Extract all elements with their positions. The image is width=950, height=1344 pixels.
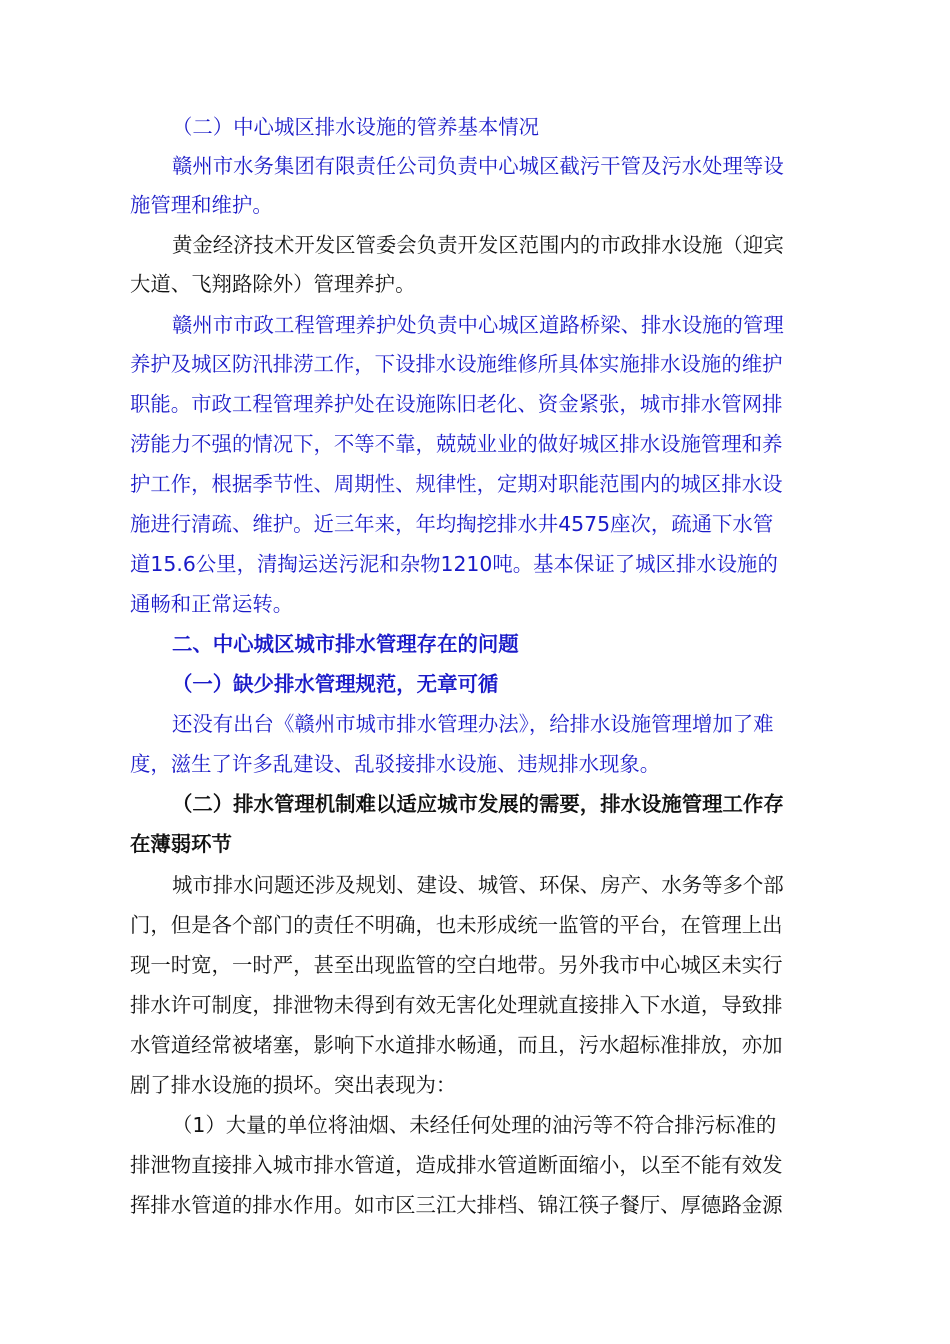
subsection-heading-mechanism: （二）排水管理机制难以适应城市发展的需要，排水设施管理工作存 [172, 792, 784, 816]
paragraph-municipal-maintenance-line: 道15.6公里，清掏运送污泥和杂物1210吨。基本保证了城区排水设施的 [130, 552, 778, 576]
paragraph-municipal-maintenance-line: 赣州市市政工程管理养护处负责中心城区道路桥梁、排水设施的管理 [172, 313, 784, 337]
paragraph-item-1-line: （1）大量的单位将油烟、未经任何处理的油污等不符合排污标准的 [172, 1113, 777, 1137]
paragraph-mechanism-line: 剧了排水设施的损坏。突出表现为： [130, 1073, 457, 1097]
section-heading-management-status: （二）中心城区排水设施的管养基本情况 [172, 115, 540, 139]
paragraph-municipal-maintenance-line: 涝能力不强的情况下，不等不靠，兢兢业业的做好城区排水设施管理和养 [130, 432, 783, 456]
paragraph-economic-zone-line: 黄金经济技术开发区管委会负责开发区范围内的市政排水设施（迎宾 [172, 233, 784, 257]
paragraph-no-regulations-line: 还没有出台《赣州市城市排水管理办法》，给排水设施管理增加了难 [172, 712, 774, 736]
paragraph-municipal-maintenance-line: 施进行清疏、维护。近三年来，年均掏挖排水井4575座次，疏通下水管 [130, 512, 774, 536]
paragraph-mechanism-line: 现一时宽，一时严，甚至出现监管的空白地带。另外我市中心城区未实行 [130, 953, 783, 977]
paragraph-item-1-line: 挥排水管道的排水作用。如市区三江大排档、锦江筷子餐厅、厚德路金源 [130, 1193, 783, 1217]
paragraph-municipal-maintenance-line: 护工作，根据季节性、周期性、规律性，定期对职能范围内的城区排水设 [130, 472, 783, 496]
paragraph-municipal-maintenance-line: 养护及城区防汛排涝工作，下设排水设施维修所具体实施排水设施的维护 [130, 352, 783, 376]
paragraph-water-group-line: 赣州市水务集团有限责任公司负责中心城区截污干管及污水处理等设 [172, 154, 784, 178]
paragraph-municipal-maintenance-line: 职能。市政工程管理养护处在设施陈旧老化、资金紧张，城市排水管网排 [130, 392, 783, 416]
paragraph-municipal-maintenance-line: 通畅和正常运转。 [130, 592, 294, 616]
paragraph-mechanism-line: 城市排水问题还涉及规划、建设、城管、环保、房产、水务等多个部 [172, 873, 784, 897]
subsection-heading-no-regulations: （一）缺少排水管理规范，无章可循 [172, 672, 499, 696]
paragraph-water-group-line: 施管理和维护。 [130, 193, 273, 217]
paragraph-mechanism-line: 排水许可制度，排泄物未得到有效无害化处理就直接排入下水道，导致排 [130, 993, 783, 1017]
paragraph-economic-zone-line: 大道、飞翔路除外）管理养护。 [130, 272, 416, 296]
subsection-heading-mechanism: 在薄弱环节 [130, 832, 232, 856]
paragraph-item-1-line: 排泄物直接排入城市排水管道，造成排水管道断面缩小，以至不能有效发 [130, 1153, 783, 1177]
paragraph-mechanism-line: 门，但是各个部门的责任不明确，也未形成统一监管的平台，在管理上出 [130, 913, 783, 937]
section-heading-problems: 二、中心城区城市排水管理存在的问题 [172, 632, 519, 656]
paragraph-mechanism-line: 水管道经常被堵塞，影响下水道排水畅通，而且，污水超标准排放，亦加 [130, 1033, 783, 1057]
paragraph-no-regulations-line: 度，滋生了许多乱建设、乱驳接排水设施、违规排水现象。 [130, 752, 661, 776]
